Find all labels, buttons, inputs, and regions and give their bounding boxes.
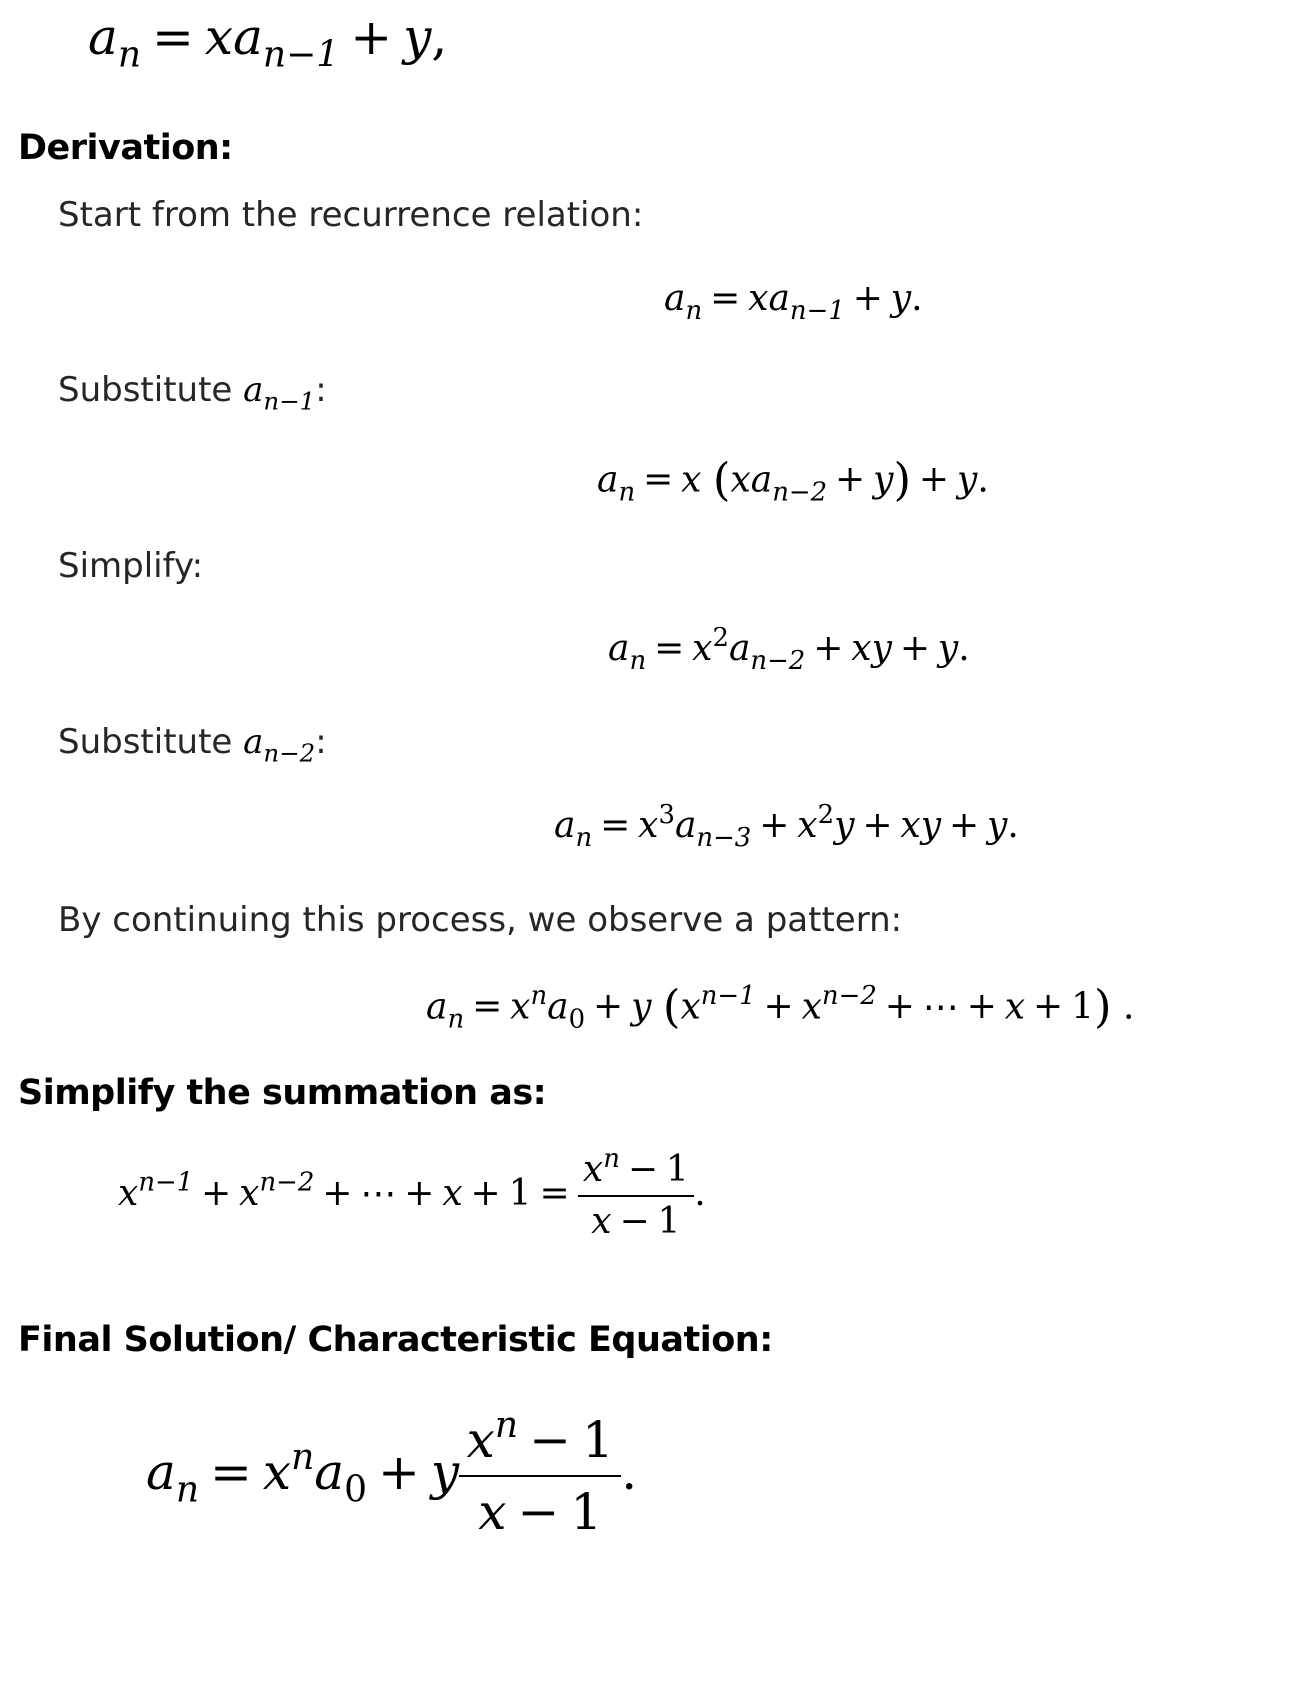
eq-punctuation: . [694, 1172, 706, 1214]
eq-term: x [681, 459, 702, 501]
eq-term: x [510, 986, 531, 1028]
eq-ellipsis: ⋯ [922, 986, 959, 1028]
eq-term: a [597, 459, 619, 501]
eq-punctuation: . [911, 278, 923, 319]
eq-operator: + [378, 1443, 420, 1501]
eq-operator: + [201, 1172, 232, 1214]
inline-subscript: n−1 [263, 386, 316, 416]
eq-operator: − [529, 1411, 571, 1469]
eq-subscript: n−1 [262, 34, 340, 76]
eq-paren: ) [893, 453, 912, 506]
eq-subscript: n [575, 823, 593, 854]
eq-subscript: n [175, 1469, 199, 1511]
eq-paren: ( [712, 453, 731, 506]
eq-punctuation: . [1122, 986, 1135, 1028]
eq-term: a [88, 8, 118, 66]
eq-term: x [638, 805, 659, 846]
equation-2 [597, 453, 989, 506]
eq-term: a [233, 8, 263, 66]
eq-term: a [768, 278, 790, 319]
eq-term: y [873, 459, 894, 501]
eq-punctuation: . [977, 459, 989, 501]
eq-subscript: n [447, 1004, 465, 1035]
start-line: Start from the recurrence relation: [58, 195, 644, 235]
inline-variable: a [243, 370, 264, 410]
eq-term: x [582, 1149, 604, 1190]
eq-subscript: n−1 [789, 296, 845, 327]
eq-term: a [146, 1443, 176, 1501]
eq-term: x [680, 986, 701, 1028]
eq-subscript: n−2 [772, 477, 828, 508]
eq-term: x [730, 459, 751, 501]
eq-term: x [239, 1172, 260, 1214]
eq-superscript: n−2 [259, 1167, 315, 1198]
eq-term: a [426, 986, 448, 1028]
eq-term: a [664, 278, 686, 319]
eq-operator: + [884, 986, 915, 1028]
fraction-bar [459, 1475, 621, 1477]
eq-subscript: n [618, 477, 636, 508]
summation-heading: Simplify the summation as: [18, 1073, 547, 1113]
prose-text: : [315, 370, 327, 410]
eq-punctuation: . [958, 628, 970, 669]
eq-operator: = [539, 1172, 570, 1214]
eq-term: x [692, 628, 713, 669]
eq-operator: + [899, 628, 930, 669]
eq-ellipsis: ⋯ [360, 1172, 397, 1214]
eq-term: y [430, 1443, 460, 1501]
eq-operator: + [918, 459, 950, 501]
eq-term: a [314, 1443, 345, 1501]
eq-subscript: n [685, 296, 703, 327]
eq-operator: = [152, 8, 194, 66]
eq-term: a [608, 628, 630, 669]
eq-term: x [118, 1172, 139, 1214]
eq-superscript: n−1 [138, 1167, 194, 1198]
eq-superscript: n [530, 981, 548, 1012]
final-heading: Final Solution/ Characteristic Equation: [18, 1320, 773, 1360]
eq-term: x [478, 1483, 507, 1541]
eq-term: x [466, 1411, 495, 1469]
eq-operator: + [350, 8, 393, 66]
eq-operator: − [627, 1149, 658, 1190]
eq-operator: + [404, 1172, 435, 1214]
eq-superscript: n−2 [821, 981, 877, 1012]
eq-operator: + [470, 1172, 501, 1214]
fraction-denominator [459, 1482, 621, 1542]
pattern-line: By continuing this process, we observe a pattern: [58, 900, 903, 940]
eq-term: xy [851, 628, 892, 669]
eq-term: y [957, 459, 978, 501]
substitute-line-2 [58, 722, 327, 768]
eq-term: a [674, 805, 697, 846]
fraction-numerator [459, 1405, 621, 1470]
eq-superscript: n−1 [700, 981, 756, 1012]
eq-superscript: 3 [658, 799, 675, 830]
eq-term: y [834, 805, 855, 846]
eq-operator: = [643, 459, 674, 501]
eq-term: 1 [570, 1483, 603, 1541]
eq-term: x [204, 8, 234, 66]
eq-term: a [554, 805, 576, 846]
eq-operator: = [472, 986, 503, 1028]
eq-term: 1 [508, 1172, 532, 1214]
final-fraction [459, 1405, 621, 1542]
eq-paren: ( [662, 980, 681, 1033]
eq-operator: + [1032, 986, 1064, 1028]
eq-term: x [748, 278, 769, 319]
fraction-bar [578, 1195, 695, 1197]
inline-variable: a [243, 722, 264, 762]
fraction [578, 1143, 695, 1244]
eq-operator: + [852, 278, 883, 319]
eq-operator: + [966, 986, 997, 1028]
eq-superscript: 2 [712, 622, 729, 653]
eq-operator: + [813, 628, 844, 669]
eq-paren: ) [1093, 980, 1112, 1033]
fraction-numerator [578, 1143, 695, 1191]
eq-operator: = [710, 278, 741, 319]
eq-term: x [1004, 986, 1026, 1028]
inline-subscript: n−2 [263, 738, 316, 768]
eq-term: xy [900, 805, 942, 846]
eq-term: a [728, 628, 751, 669]
top-equation [88, 8, 448, 76]
prose-text: Substitute [58, 722, 244, 762]
eq-operator: = [600, 805, 631, 846]
substitute-line-1 [58, 370, 327, 416]
equation-3 [608, 622, 970, 677]
eq-term: 1 [1071, 986, 1094, 1028]
equation-1 [664, 278, 923, 327]
eq-operator: + [593, 986, 624, 1028]
eq-subscript: n−3 [696, 823, 752, 854]
eq-term: 1 [581, 1411, 614, 1469]
eq-term: a [750, 459, 773, 501]
eq-operator: − [619, 1201, 650, 1243]
eq-term: y [937, 628, 959, 669]
eq-term: 1 [665, 1149, 689, 1190]
eq-term: x [797, 805, 818, 846]
eq-superscript: n [291, 1437, 315, 1479]
eq-superscript: 2 [817, 799, 835, 830]
eq-operator: + [862, 805, 893, 846]
eq-punctuation: . [1007, 805, 1019, 846]
eq-term: x [801, 986, 822, 1028]
eq-operator: = [654, 628, 685, 669]
eq-term: a [547, 986, 569, 1028]
eq-superscript: n [603, 1143, 620, 1174]
eq-operator: = [210, 1443, 252, 1501]
eq-operator: + [835, 459, 866, 501]
eq-term: x [262, 1443, 292, 1501]
eq-subscript: n [117, 34, 141, 76]
eq-term: y [403, 8, 432, 66]
prose-text: : [315, 722, 327, 762]
eq-subscript: n [629, 646, 647, 677]
eq-superscript: n [494, 1405, 519, 1447]
eq-operator: + [948, 805, 980, 846]
fraction-denominator [578, 1200, 695, 1243]
eq-subscript: 0 [568, 1004, 586, 1035]
eq-term: 1 [657, 1201, 681, 1243]
eq-term: y [890, 278, 912, 319]
eq-term: y [987, 805, 1008, 846]
eq-term: x [591, 1201, 612, 1243]
prose-text: Substitute [58, 370, 244, 410]
eq-operator: + [759, 805, 790, 846]
eq-term: x [442, 1172, 463, 1214]
final-equation [146, 1405, 638, 1542]
eq-operator: + [763, 986, 794, 1028]
eq-operator: + [322, 1172, 353, 1214]
eq-subscript: 0 [344, 1469, 368, 1511]
derivation-heading: Derivation: [18, 128, 233, 168]
simplify-line: Simplify: [58, 546, 204, 586]
eq-punctuation: . [621, 1443, 638, 1501]
equation-5 [426, 980, 1134, 1033]
eq-punctuation: , [431, 8, 448, 66]
equation-6 [118, 1143, 706, 1244]
eq-subscript: n−2 [750, 646, 806, 677]
eq-term: y [631, 986, 652, 1028]
eq-operator: − [517, 1483, 560, 1541]
equation-4 [554, 799, 1019, 854]
